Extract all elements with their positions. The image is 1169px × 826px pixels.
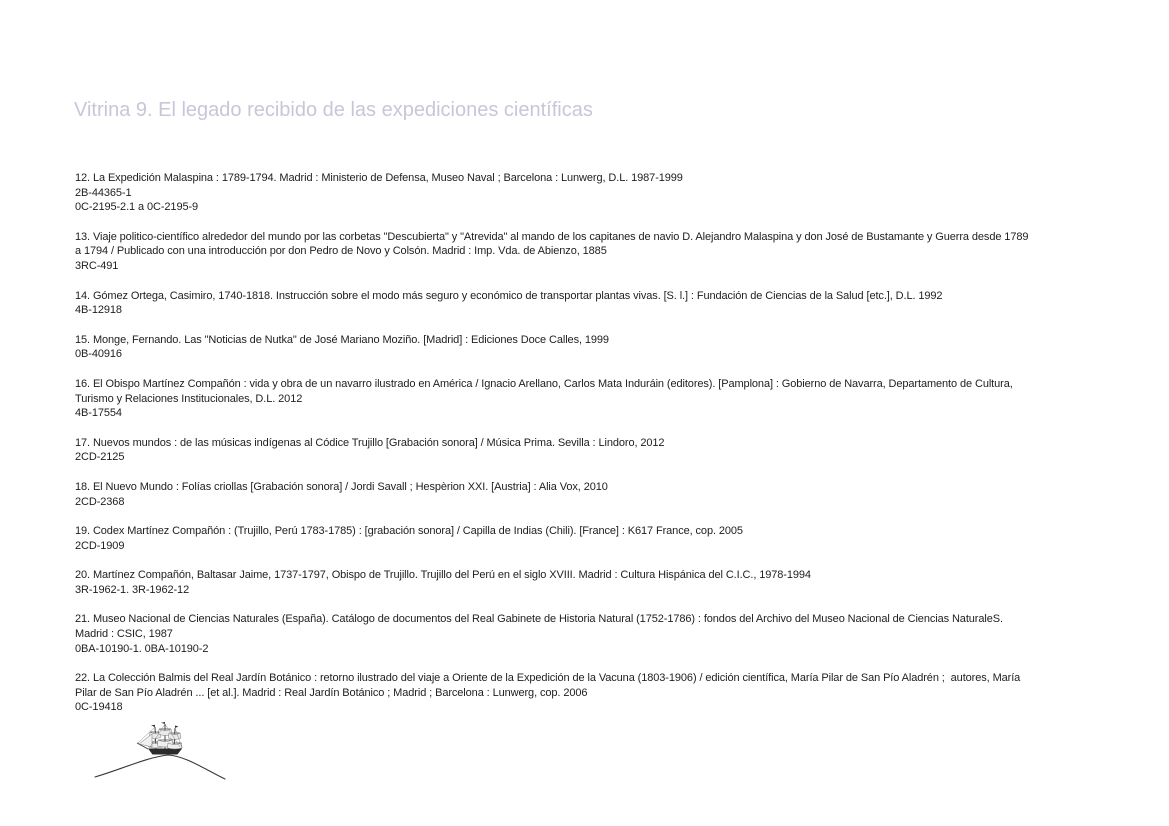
bibliography-entry xyxy=(75,289,1028,318)
entry-line: 2CD-2368 xyxy=(75,495,125,508)
entry-line: 0C-2195-2.1 a 0C-2195-9 xyxy=(75,201,199,214)
entry-line: Turismo y Relaciones Institucionales, D.L. 2012 xyxy=(75,392,303,405)
bibliography-entry xyxy=(75,377,1028,421)
entry-line: 16. El Obispo Martínez Compañón : vida y obra de un navarro ilustrado en América / Ignacio Arellano, Carlos Mata Induráin (editores). [Pamplona] : Gobierno de Navarra, Departamento de Cultura, xyxy=(75,377,1013,390)
entry-line: 2B-44365-1 xyxy=(75,186,132,199)
bibliography-entry xyxy=(75,480,1028,509)
bibliography-entry xyxy=(75,333,1028,362)
bibliography-entry xyxy=(75,436,1028,465)
entry-line: 2CD-1909 xyxy=(75,539,125,552)
page-title: Vitrina 9. El legado recibido de las expediciones científicas xyxy=(74,99,593,121)
entry-line: 19. Codex Martínez Compañón : (Trujillo, Perú 1783-1785) : [grabación sonora] / Capilla de Indias (Chili). [France] : K617 France, cop. 2005 xyxy=(75,525,743,538)
entry-line: a 1794 / Publicado con una introducción por don Pedro de Novo y Colsón. Madrid : Imp. Vda. de Abienzo, 1885 xyxy=(75,245,607,258)
bibliography-entry xyxy=(75,568,1028,597)
entry-line: Madrid : CSIC, 1987 xyxy=(75,628,173,641)
bibliography-entry xyxy=(75,612,1028,656)
bibliography-entry xyxy=(75,671,1028,715)
entry-line: 21. Museo Nacional de Ciencias Naturales (España). Catálogo de documentos del Real Gabinete de Historia Natural (1752-1786) : fondos del Archivo del Museo Nacional de Ciencias NaturaleS. xyxy=(75,613,1003,626)
entry-line: 3RC-491 xyxy=(75,259,119,272)
entry-line: 2CD-2125 xyxy=(75,451,125,464)
entry-line: 13. Viaje politico-científico alrededor del mundo por las corbetas "Descubierta" y "Atrevida" al mando de los capitanes de navio D. Alejandro Malaspina y don José de Bustamante y Guerra desde 1789 xyxy=(75,230,1029,243)
entry-line: 17. Nuevos mundos : de las músicas indígenas al Códice Trujillo [Grabación sonora] / Música Prima. Sevilla : Lindoro, 2012 xyxy=(75,436,665,449)
bibliography-entry xyxy=(75,171,1028,215)
entry-line: 20. Martínez Compañón, Baltasar Jaime, 1737-1797, Obispo de Trujillo. Trujillo del Perú en el siglo XVIII. Madrid : Cultura Hispánica del C.I.C., 1978-1994 xyxy=(75,569,811,582)
sailing-ship-illustration xyxy=(90,722,230,787)
entry-line: 0BA-10190-1. 0BA-10190-2 xyxy=(75,642,209,655)
sailing-ship-icon xyxy=(90,722,230,787)
entry-line: 18. El Nuevo Mundo : Folías criollas [Grabación sonora] / Jordi Savall ; Hespèrion XXI. [Austria] : Alia Vox, 2010 xyxy=(75,480,608,493)
entry-line: 4B-12918 xyxy=(75,304,122,317)
entry-line: 0B-40916 xyxy=(75,348,122,361)
entry-line: Pilar de San Pío Aladrén ... [et al.]. Madrid : Real Jardín Botánico ; Madrid ; Barcelona : Lunwerg, cop. 2006 xyxy=(75,686,588,699)
bibliography-list xyxy=(75,171,1028,730)
entry-line: 15. Monge, Fernando. Las "Noticias de Nutka" de José Mariano Moziño. [Madrid] : Ediciones Doce Calles, 1999 xyxy=(75,333,609,346)
entry-line: 14. Gómez Ortega, Casimiro, 1740-1818. Instrucción sobre el modo más seguro y económico de transportar plantas vivas. [S. l.] : Fundación de Ciencias de la Salud [etc.], D.L. 1992 xyxy=(75,289,943,302)
entry-line: 4B-17554 xyxy=(75,407,122,420)
entry-line: 3R-1962-1. 3R-1962-12 xyxy=(75,583,190,596)
bibliography-entry xyxy=(75,230,1028,274)
bibliography-entry xyxy=(75,524,1028,553)
entry-line: 12. La Expedición Malaspina : 1789-1794. Madrid : Ministerio de Defensa, Museo Naval ; Barcelona : Lunwerg, D.L. 1987-1999 xyxy=(75,172,683,184)
entry-line: 22. La Colección Balmis del Real Jardín Botánico : retorno ilustrado del viaje a Oriente de la Expedición de la Vacuna (1803-1906) / edición científica, María Pilar de San Pío Aladrén ; autores, María xyxy=(75,672,1021,685)
entry-line: 0C-19418 xyxy=(75,701,123,714)
